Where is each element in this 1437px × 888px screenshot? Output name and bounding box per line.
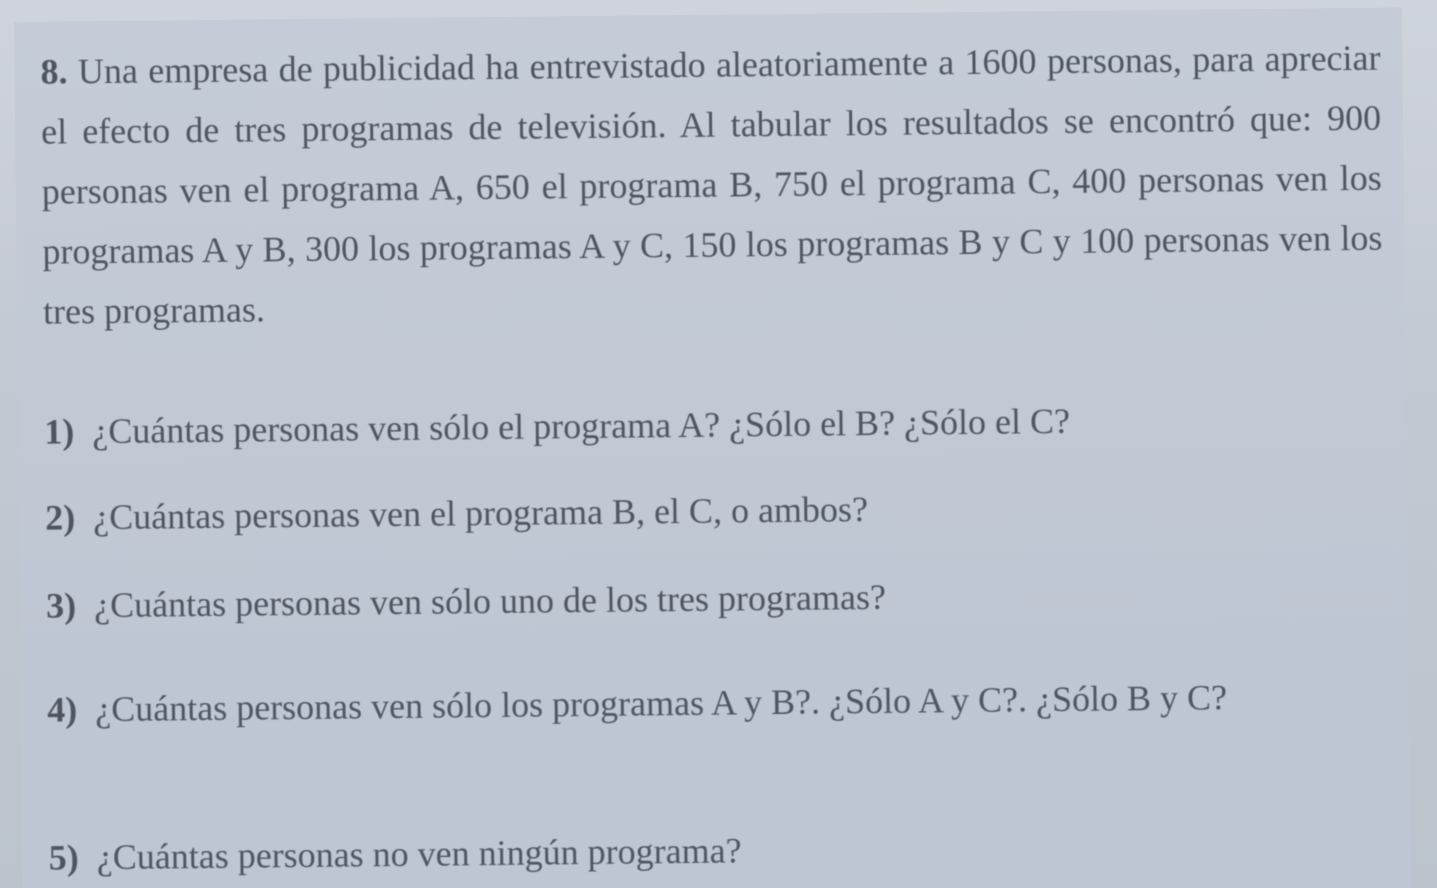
question-4-text: ¿Cuántas personas ven sólo los programas A y B?. ¿Sólo A y C?. ¿Sólo B y C?	[94, 677, 1228, 730]
question-5-text: ¿Cuántas personas no ven ningún programa?	[96, 830, 742, 878]
problem-statement-text: Una empresa de publicidad ha entrevistado aleatoriamente a 1600 personas, para apreciar el efecto de tres programas de televisión. Al tabular los resultados se encontró que: 900 personas ven el programa A, 650 el programa B, 750 el programa C, 400 personas ven los programas A y B, 300 los programas A y C, 150 los programas B y C y 100 personas ven los tres programas.	[40, 37, 1383, 332]
question-3-number: 3)	[45, 585, 77, 626]
question-3-text: ¿Cuántas personas ven sólo uno de los tres programas?	[93, 576, 887, 626]
question-1-text: ¿Cuántas personas ven sólo el programa A? ¿Sólo el B? ¿Sólo el C?	[92, 400, 1071, 452]
question-2-text: ¿Cuántas personas ven el programa B, el C, o ambos?	[92, 489, 869, 538]
question-1-number: 1)	[44, 411, 75, 452]
worksheet-page	[14, 7, 1411, 888]
problem-statement	[40, 28, 1383, 342]
problem-number: 8.	[40, 51, 68, 92]
question-2-number: 2)	[44, 497, 76, 538]
question-1	[44, 388, 1385, 462]
problem-text	[40, 28, 1383, 878]
question-4-number: 4)	[46, 689, 78, 730]
question-2	[45, 474, 1386, 548]
question-5-number: 5)	[48, 837, 79, 878]
